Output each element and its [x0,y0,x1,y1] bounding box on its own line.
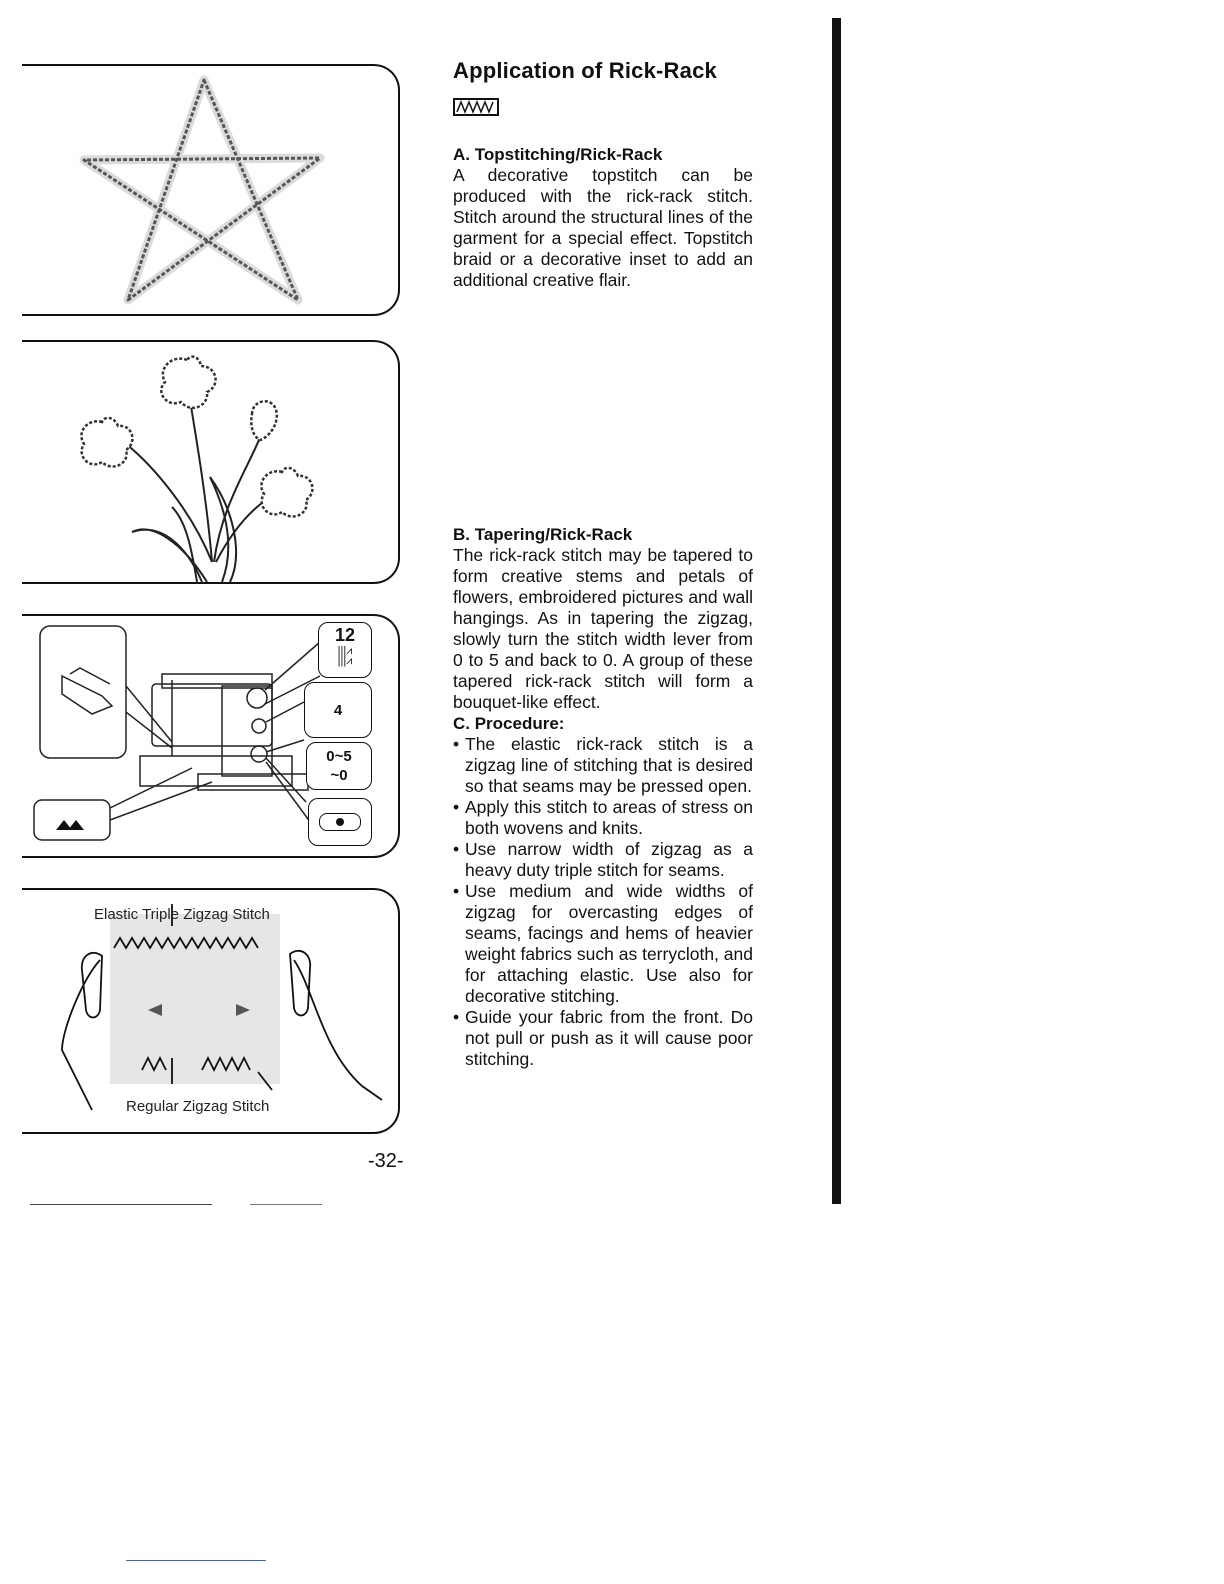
stitch-length-value: 4 [333,701,343,719]
lever-position-icon [319,813,361,831]
stitch-length-box [304,682,372,738]
footer-rule [30,1204,212,1205]
procedure-item: • Apply this stitch to areas of stress on both wovens and knits. [453,797,753,839]
rick-rack-stitch-icon [453,98,499,116]
buttonhole-lever-box [308,798,372,846]
section-b-title: B. Tapering/Rick-Rack [453,525,633,544]
page-title: Application of Rick-Rack [453,58,717,83]
section-a-title: A. Topstitching/Rick-Rack [453,145,663,164]
stitch-pattern-icon: |||⩘ |||⩘ [337,645,353,667]
procedure-list [453,734,753,1070]
section-a [453,144,753,291]
section-c-title: C. Procedure: [453,714,565,733]
elastic-stitch-label: Elastic Triple Zigzag Stitch [94,906,270,923]
procedure-item: • Use narrow width of zigzag as a heavy duty triple stitch for seams. [453,839,753,881]
fabric-stitch-panel [22,888,400,1134]
procedure-item: • The elastic rick-rack stitch is a zigzag line of stitching that is desired so that seams may be pressed open. [453,734,753,797]
star-illustration-panel [22,64,400,316]
procedure-item: • Guide your fabric from the front. Do not pull or push as it will cause poor stitching. [453,1007,753,1070]
rick-rack-flower-illustration [22,342,400,586]
procedure-item: • Use medium and wide widths of zigzag for overcasting edges of seams, facings and hems of heavier weight fabrics such as terrycloth, and for attaching elastic. Use also for decorative stitching. [453,881,753,1007]
page-number: -32- [368,1150,404,1172]
regular-stitch-label: Regular Zigzag Stitch [126,1098,270,1115]
section-a-body: A decorative topstitch can be produced with the rick-rack stitch. Stitch around the structural lines of the garment for a special effect. Topstitch braid or a decorative inset to add an additional creative flair. [453,165,753,290]
pattern-number: 12 [334,625,356,645]
section-b-body: The rick-rack stitch may be tapered to form creative stems and petals of flowers, embroidered pictures and wall hangings. As in tapering the zigzag, slowly turn the stitch width lever from 0 to 5 and back to 0. A group of these tapered rick-rack stitch will form a bouquet-like effect. [453,545,753,712]
page-edge-bar [832,18,841,1204]
stitch-width-range-a: 0~5 [326,748,352,765]
bottom-rule [126,1560,266,1561]
stitch-width-range-b: ~0 [330,767,348,784]
rick-rack-star-illustration [22,66,400,318]
flower-illustration-panel [22,340,400,584]
pattern-number-box [318,622,372,678]
footer-rule [250,1204,322,1205]
stitch-width-box [306,742,372,790]
section-b [453,524,753,1070]
machine-settings-panel [22,614,400,858]
